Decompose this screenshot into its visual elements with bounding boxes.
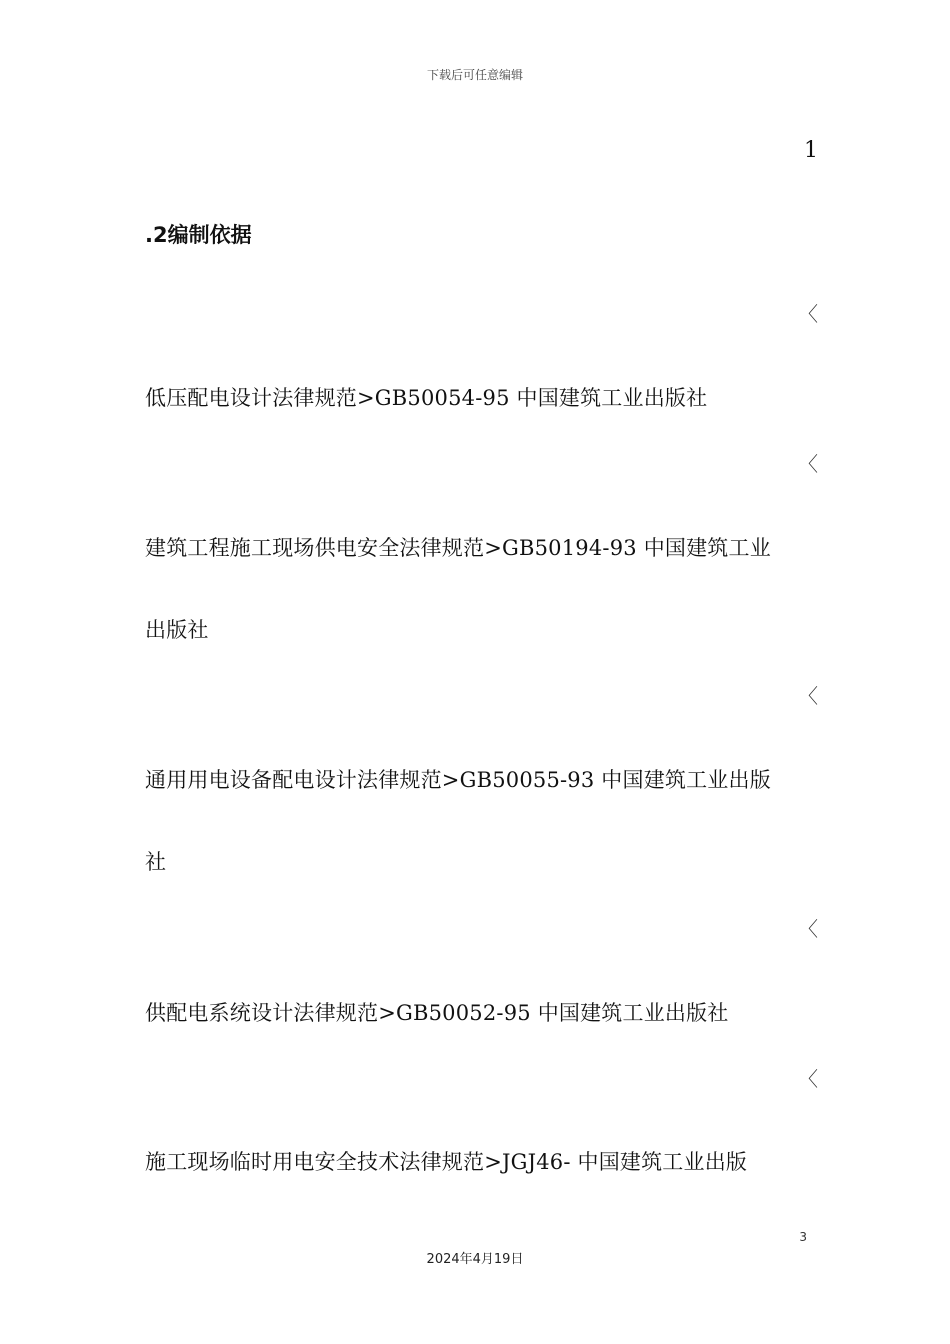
open-bracket-mark: 〈	[798, 917, 818, 941]
open-bracket-mark: 〈	[798, 302, 818, 326]
open-bracket-mark: 〈	[798, 684, 818, 708]
reference-line-continued: 社	[145, 850, 167, 874]
section-number: 1	[804, 138, 818, 163]
open-bracket-mark: 〈	[798, 1067, 818, 1091]
open-bracket-mark: 〈	[798, 452, 818, 476]
reference-line: 建筑工程施工现场供电安全法律规范>GB50194-93 中国建筑工业	[145, 536, 771, 560]
reference-line: 低压配电设计法律规范>GB50054-95 中国建筑工业出版社	[145, 386, 708, 410]
reference-line-continued: 出版社	[145, 618, 209, 642]
header-note: 下载后可任意编辑	[426, 68, 523, 82]
reference-line: 施工现场临时用电安全技术法律规范>JGJ46- 中国建筑工业出版	[145, 1150, 748, 1174]
reference-line: 供配电系统设计法律规范>GB50052-95 中国建筑工业出版社	[145, 1001, 729, 1025]
page-number: 3	[799, 1230, 807, 1244]
section-heading: .2编制依据	[145, 223, 252, 247]
reference-line: 通用用电设备配电设计法律规范>GB50055-93 中国建筑工业出版	[145, 768, 771, 792]
footer-date: 2024年4月19日	[426, 1252, 524, 1267]
